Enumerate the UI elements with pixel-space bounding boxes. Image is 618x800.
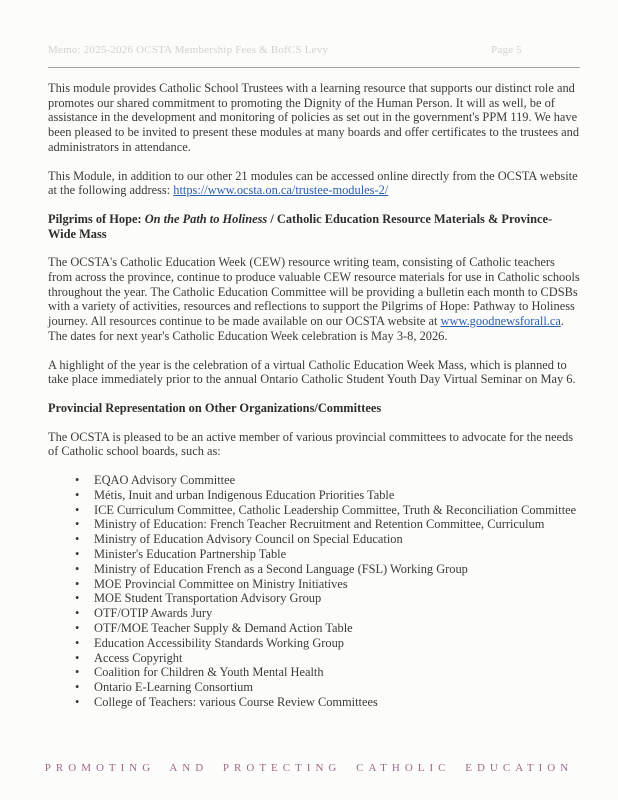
paragraph-committees-intro: The OCSTA is pleased to be an active member of various provincial committees to advocate for the needs of Catholic school boards, such as: — [48, 429, 574, 459]
trustee-modules-link[interactable]: https://www.ocsta.on.ca/trustee-modules-2/ — [173, 183, 389, 198]
heading1-italic-text: On the Path to Holiness — [144, 211, 268, 226]
page-number: Page 5 — [491, 44, 522, 56]
cew-text-before: The OCSTA's Catholic Education Week (CEW) resource writing team, consisting of Catholic teachers from across the province, continue to produce valuable CEW resource materials for use in Catholic schools throughout the year. The Catholic Education Committee will be providing a bulletin each month to CDSBs with a variety of activities, resources and reflections to support the Pilgrims of Hope: Pathway to Holiness journey. All resources continue to be made available on our OCSTA website at — [48, 255, 580, 329]
page-header — [48, 44, 580, 56]
list-item: • Ministry of Education Advisory Council on Special Education — [75, 532, 580, 547]
list-item: • MOE Provincial Committee on Ministry Initiatives — [75, 577, 580, 592]
list-item: • Métis, Inuit and urban Indigenous Education Priorities Table — [75, 488, 580, 503]
list-item: • ICE Curriculum Committee, Catholic Leadership Committee, Truth & Reconciliation Committee — [75, 503, 580, 518]
list-item: • MOE Student Transportation Advisory Group — [75, 591, 580, 606]
heading-pilgrims-of-hope — [48, 212, 580, 241]
list-item: • Education Accessibility Standards Working Group — [75, 636, 580, 651]
list-item: • Ontario E-Learning Consortium — [75, 680, 580, 695]
header-title: Memo: 2025-2026 OCSTA Membership Fees & BofCS Levy — [48, 44, 329, 56]
list-item: • Ministry of Education French as a Second Language (FSL) Working Group — [75, 562, 580, 577]
list-item: • Minister's Education Partnership Table — [75, 547, 580, 562]
list-item: • Ministry of Education: French Teacher Recruitment and Retention Committee, Curriculum — [75, 517, 580, 532]
list-item: • OTF/MOE Teacher Supply & Demand Action Table — [75, 621, 580, 636]
list-item: • Access Copyright — [75, 651, 580, 666]
document-body — [48, 81, 580, 710]
list-item: • College of Teachers: various Course Review Committees — [75, 695, 580, 710]
footer-slogan: PROMOTING AND PROTECTING CATHOLIC EDUCATION — [44, 762, 574, 774]
cew-text-after: . The dates for next year's Catholic Education Week celebration is May 3-8, 2026. — [48, 314, 564, 343]
paragraph-cew — [48, 255, 580, 343]
paragraph-module-access — [48, 169, 580, 198]
heading1-text: Pilgrims of Hope: — [48, 211, 145, 226]
module-access-text: This Module, in addition to our other 21 modules can be accessed online directly from the OCSTA website at the following address: — [48, 168, 578, 198]
list-item: • OTF/OTIP Awards Jury — [75, 606, 580, 621]
heading-provincial-representation: Provincial Representation on Other Organizations/Committees — [48, 400, 382, 415]
list-item: • EQAO Advisory Committee — [75, 473, 580, 488]
committee-list — [48, 473, 580, 710]
paragraph-highlight: A highlight of the year is the celebration of a virtual Catholic Education Week Mass, which is planned to take place immediately prior to the annual Ontario Catholic Student Youth Day Virtual Seminar on May 6. — [48, 357, 576, 387]
goodnews-link[interactable]: www.goodnewsforall.ca — [440, 314, 561, 329]
heading1-tail-text: / Catholic Education Resource Materials & Province-Wide Mass — [48, 211, 553, 241]
header-rule — [48, 67, 580, 68]
paragraph-modules: This module provides Catholic School Trustees with a learning resource that supports our distinct role and promotes our shared commitment to promoting the Dignity of the Human Person. It will as well, be of assistance in the development and monitoring of policies as set out in the government's PPM 119. We have been pleased to be invited to present these modules at many boards and offer certificates to the trustees and administrators in attendance. — [48, 81, 580, 154]
list-item: • Coalition for Children & Youth Mental Health — [75, 665, 580, 680]
